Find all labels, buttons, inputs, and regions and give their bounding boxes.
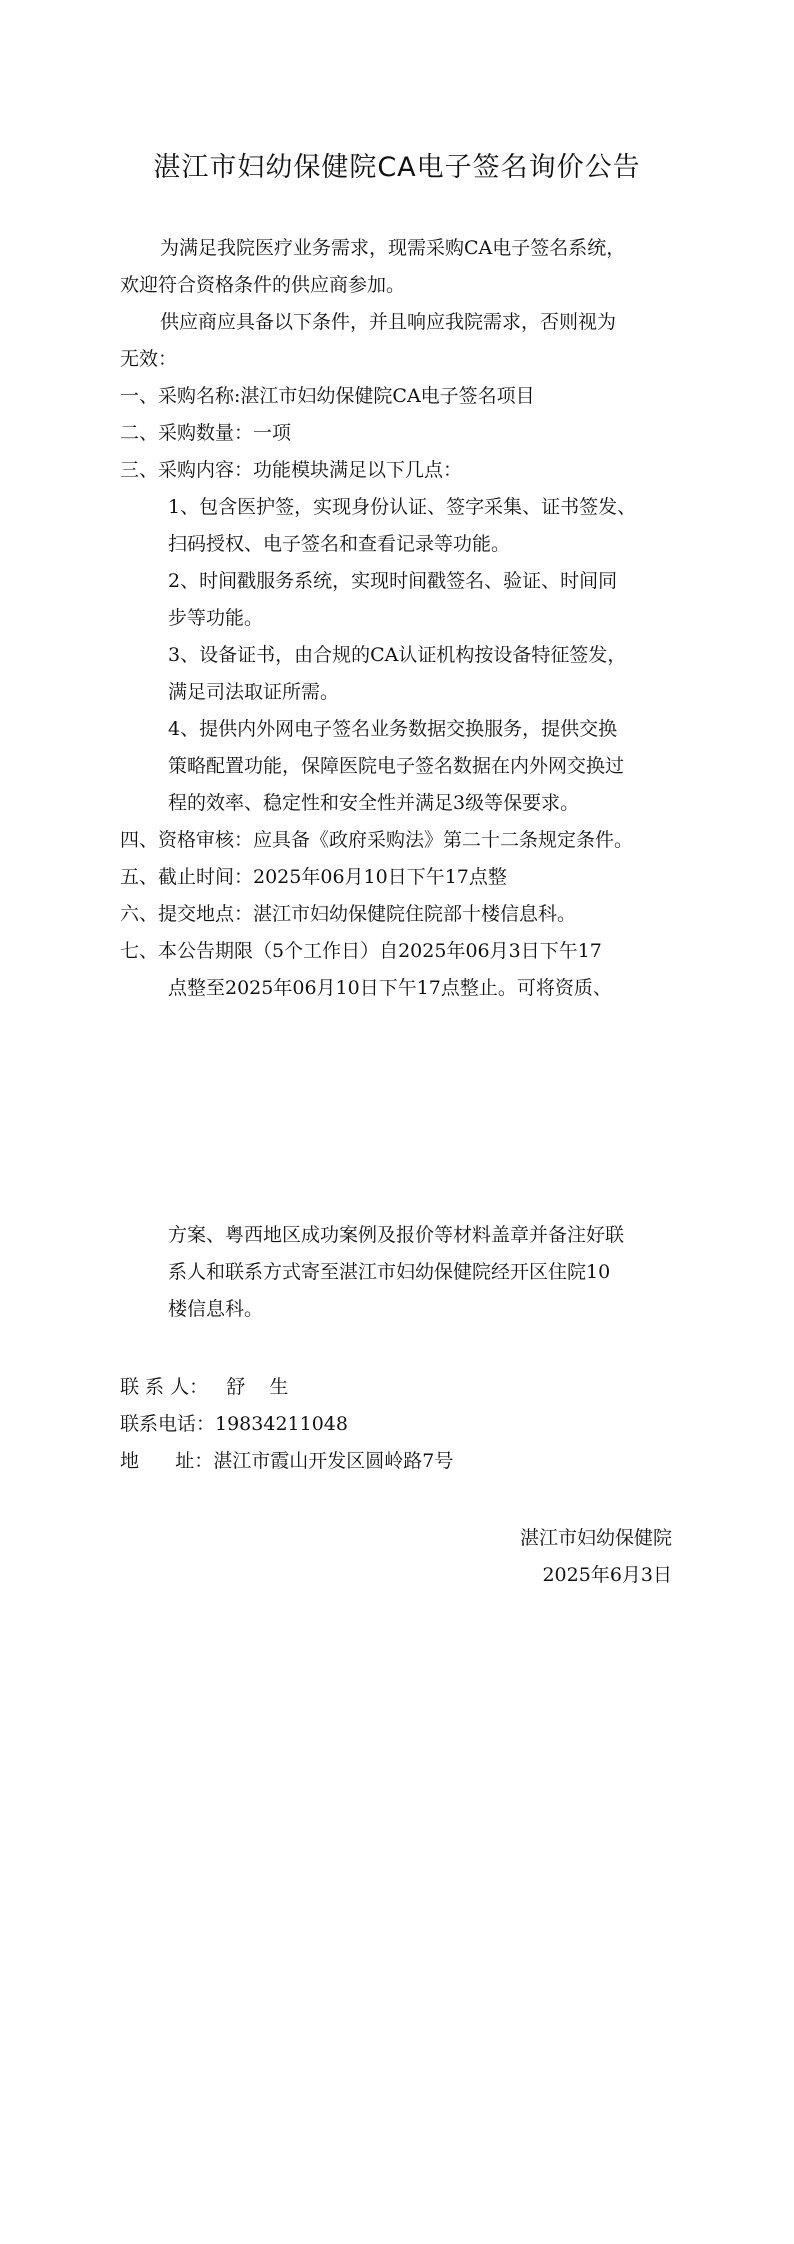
contact-phone: 联系电话：19834211048 <box>120 1413 348 1435</box>
subitem-4-line-1: 4、提供内外网电子签名业务数据交换服务，提供交换 <box>168 718 618 740</box>
contact-person: 联 系 人： 舒 生 <box>120 1376 289 1398</box>
intro-line-1: 为满足我院医疗业务需求，现需采购CA电子签名系统， <box>160 237 626 259</box>
contact-address: 地 址：湛江市霞山开发区圆岭路7号 <box>120 1450 454 1472</box>
item-procurement-content: 三、采购内容：功能模块满足以下几点： <box>120 459 463 481</box>
item-notice-period-line-3: 方案、粤西地区成功案例及报价等材料盖章并备注好联 <box>168 1224 625 1246</box>
signature-date: 2025年6月3日 <box>542 1564 672 1586</box>
subitem-3-line-2: 满足司法取证所需。 <box>168 681 340 703</box>
subitem-4-line-2: 策略配置功能，保障医院电子签名数据在内外网交换过 <box>168 755 625 777</box>
item-deadline: 五、截止时间：2025年06月10日下午17点整 <box>120 866 507 888</box>
intro-line-3: 供应商应具备以下条件，并且响应我院需求，否则视为 <box>160 311 617 333</box>
item-notice-period-line-1: 七、本公告期限（5个工作日）自2025年06月3日下午17 <box>120 940 602 962</box>
item-submission-place: 六、提交地点：湛江市妇幼保健院住院部十楼信息科。 <box>120 903 577 925</box>
item-notice-period-line-4: 系人和联系方式寄至湛江市妇幼保健院经开区住院10 <box>168 1261 611 1283</box>
signature-organization: 湛江市妇幼保健院 <box>519 1527 672 1549</box>
intro-line-2: 欢迎符合资格条件的供应商参加。 <box>120 274 406 296</box>
subitem-4-line-3: 程的效率、稳定性和安全性并满足3级等保要求。 <box>168 792 580 814</box>
item-notice-period-line-2: 点整至2025年06月10日下午17点整止。可将资质、 <box>168 977 612 999</box>
subitem-2-line-1: 2、时间戳服务系统，实现时间戳签名、验证、时间同 <box>168 570 618 592</box>
item-procurement-quantity: 二、采购数量：一项 <box>120 422 292 444</box>
intro-line-4: 无效： <box>120 348 178 370</box>
item-notice-period-line-5: 楼信息科。 <box>168 1298 264 1320</box>
subitem-1-line-2: 扫码授权、电子签名和查看记录等功能。 <box>168 533 511 555</box>
item-procurement-name: 一、采购名称:湛江市妇幼保健院CA电子签名项目 <box>120 385 535 407</box>
document-title: 湛江市妇幼保健院CA电子签名询价公告 <box>153 152 641 183</box>
subitem-3-line-1: 3、设备证书，由合规的CA认证机构按设备特征签发， <box>168 644 627 666</box>
subitem-1-line-1: 1、包含医护签，实现身份认证、签字采集、证书签发、 <box>168 496 637 518</box>
item-qualification: 四、资格审核：应具备《政府采购法》第二十二条规定条件。 <box>120 829 634 851</box>
subitem-2-line-2: 步等功能。 <box>168 607 264 629</box>
